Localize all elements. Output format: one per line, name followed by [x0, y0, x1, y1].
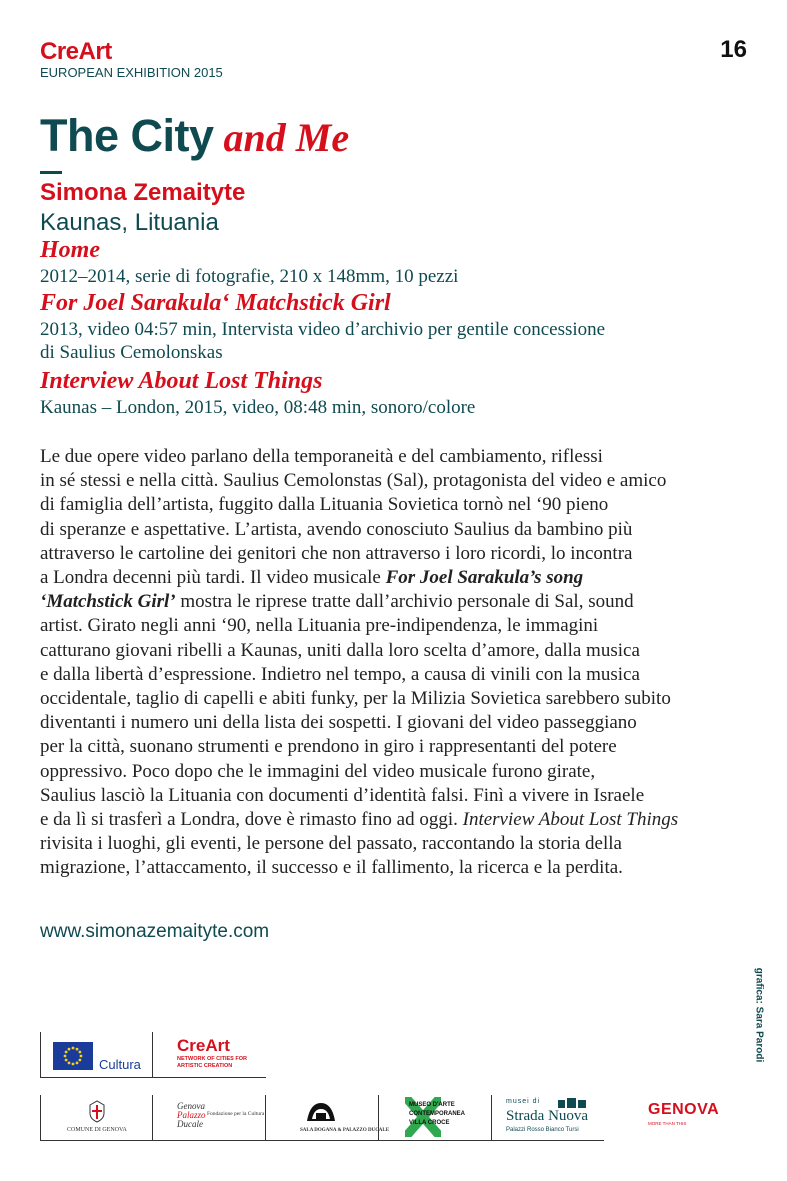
- body-line: rivisita i luoghi, gli eventi, le persone del passato, raccontando la storia della: [40, 833, 622, 855]
- brand-subtitle: EUROPEAN EXHIBITION 2015: [40, 65, 223, 80]
- body-line: diventanti i numero uni della lista dei sospetti. I giovani del video passeggiano: [40, 712, 637, 734]
- creart-logo-name: CreArt: [177, 1036, 230, 1055]
- work-description: 2013, video 04:57 min, Intervista video d’archivio per gentile concessione: [40, 319, 606, 340]
- ducale-line-1: Genova: [177, 1101, 205, 1111]
- eu-culture-logo: [40, 1032, 152, 1078]
- artist-website-link[interactable]: www.simonazemaityte.com: [40, 921, 270, 942]
- title-divider: [40, 171, 62, 174]
- body-line: oppressivo. Poco dopo che le immagini del video musicale furono girate,: [40, 760, 596, 782]
- palazzi-building-icon: [558, 1096, 588, 1108]
- genova-wordmark: GENOVA: [648, 1101, 720, 1118]
- body-line: di famiglia dell’artista, fuggito dalla Lituania Sovietica tornò nel ‘90 pieno: [40, 494, 609, 516]
- work-title: For Joel Sarakula‘ Matchstick Girl: [40, 290, 391, 316]
- body-line: attraverso le cartoline dei genitori che non attraverso i loro ricordi, lo incontra: [40, 542, 633, 564]
- body-line: [40, 590, 750, 614]
- work-title: Interview About Lost Things: [40, 368, 323, 394]
- body-line: e dalla libertà d’espressione. Indietro nel tempo, a causa di vinili con la musica: [40, 663, 640, 685]
- work-reference: ‘Matchstick Girl’: [40, 591, 176, 613]
- design-credit: [750, 955, 768, 1075]
- body-line: migrazione, l’attaccamento, il successo e il fallimento, la ricerca e la perdita.: [40, 857, 623, 879]
- strada-nuova-name: Strada Nuova: [506, 1108, 589, 1124]
- loggia-logo: [265, 1095, 390, 1141]
- creart-logo-subtitle: NETWORK OF CITIES FOR ARTISTIC CREATION: [177, 1056, 247, 1069]
- work-description: 2012–2014, serie di fotografie, 210 x 148mm, 10 pezzi: [40, 266, 459, 287]
- body-line: Saulius lasciò la Lituania con documenti d’identità falsi. Finì a vivere in Israele: [40, 784, 645, 806]
- body-line: in sé stessi e nella città. Saulius Cemolonstas (Sal), protagonista del video e amico: [40, 470, 667, 492]
- body-line: [40, 566, 750, 590]
- comune-genova-logo: [40, 1095, 152, 1141]
- genova-crest-icon: [87, 1099, 107, 1123]
- brand-name: CreArt: [40, 38, 112, 65]
- comune-genova-label: COMUNE DI GENOVA: [67, 1127, 127, 1133]
- eu-culture-label: Cultura: [99, 1057, 141, 1072]
- body-line: di speranze e aspettative. L’artista, avendo conosciuto Saulius da bambino più: [40, 518, 633, 540]
- title-main: The City: [40, 110, 214, 161]
- body-line: catturano giovani ribelli a Kaunas, uniti dalla loro scelta d’amore, dalla musica: [40, 639, 640, 661]
- work-reference: Interview About Lost Things: [462, 809, 679, 831]
- work-title: Home: [40, 237, 100, 263]
- body-line: artist. Girato negli anni ‘90, nella Lituania pre-indipendenza, le immagini: [40, 615, 599, 637]
- work-description: di Saulius Cemolonskas: [40, 342, 223, 363]
- body-line: Le due opere video parlano della temporaneità e del cambiamento, riflessi: [40, 446, 603, 467]
- page-number: 16: [720, 36, 747, 63]
- work-description: Kaunas – London, 2015, video, 08:48 min, sonoro/colore: [40, 397, 476, 418]
- eu-flag-icon: [53, 1042, 93, 1070]
- artist-name: Simona Zemaityte: [40, 179, 246, 206]
- strada-palazzi-label: Palazzi Rosso Bianco Tursi: [506, 1127, 579, 1133]
- body-line: [40, 808, 750, 832]
- body-segment: a Londra decenni più tardi. Il video musicale: [40, 567, 381, 589]
- villa-croce-logo: [378, 1095, 491, 1141]
- strada-nuova-logo: [491, 1095, 604, 1141]
- work-reference: For Joel Sarakula’s song: [385, 567, 584, 589]
- ducale-fondazione: Fondazione per la Cultura: [207, 1111, 265, 1117]
- genova-tagline: MORE THAN THIS: [648, 1121, 687, 1126]
- body-segment: mostra le riprese tratte dall’archivio personale di Sal, sound: [180, 591, 634, 613]
- palazzo-ducale-logo: [152, 1095, 265, 1141]
- body-text: [40, 445, 750, 881]
- villa-line-3: VILLA CROCE: [409, 1120, 450, 1126]
- body-segment: e da lì si trasferì a Londra, dove è rimasto fino ad oggi.: [40, 809, 458, 831]
- creart-network-logo: [152, 1032, 266, 1078]
- title-accent: and Me: [223, 115, 350, 160]
- strada-musei-label: musei di: [506, 1098, 541, 1105]
- body-line: occidentale, taglio di capelli e abiti funky, per la Milizia Sovietica sarebbero subito: [40, 688, 671, 710]
- ducale-line-2: Palazzo: [177, 1110, 206, 1120]
- villa-line-2: CONTEMPORANEA: [409, 1111, 466, 1117]
- body-line: per la città, suonano strumenti e prendono in giro i rappresentanti del potere: [40, 736, 617, 758]
- ducale-line-3: Ducale: [177, 1119, 203, 1129]
- artist-location: Kaunas, Lituania: [40, 209, 219, 236]
- design-credit-text: grafica: Sara Parodi: [753, 967, 765, 1063]
- loggia-emblem-icon: [304, 1099, 338, 1125]
- loggia-label: SALA DOGANA & PALAZZO DUCALE: [300, 1128, 390, 1133]
- villa-line-1: MUSEO D'ARTE: [409, 1102, 455, 1108]
- page-title: [40, 108, 349, 164]
